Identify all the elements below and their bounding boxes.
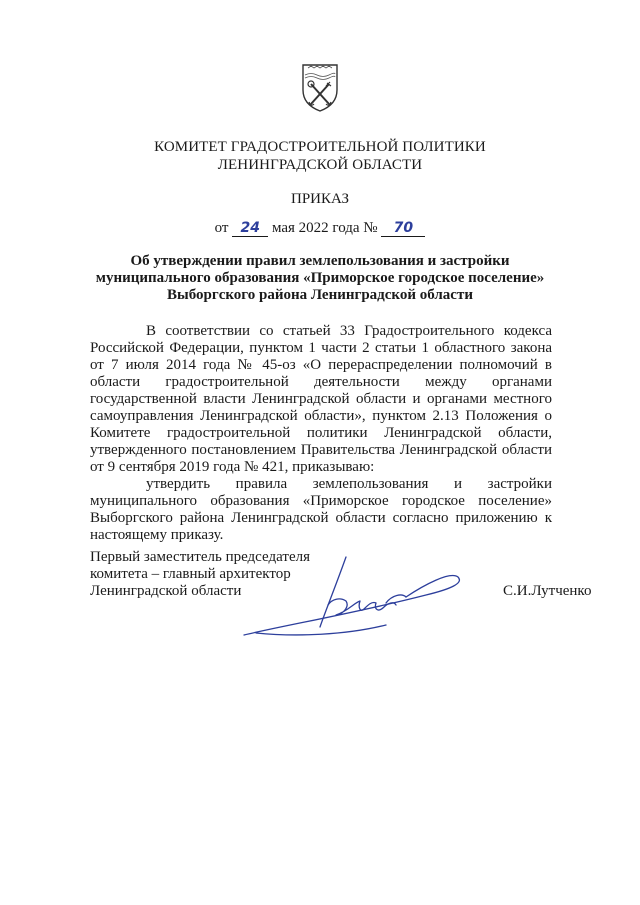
order-body [90, 323, 552, 544]
issuing-authority [0, 138, 640, 174]
date-middle: мая 2022 года № [271, 220, 378, 236]
signer-title-line3: Ленинградской области [90, 583, 242, 599]
subject-line1: Об утверждении правил землепользования и застройки [130, 253, 510, 269]
order-date-number-line [0, 218, 640, 238]
handwritten-day: 24 [232, 220, 268, 237]
legal-basis-paragraph: В соответствии со статьей 33 Градостроительного кодекса Российской Федерации, пунктом 1 части 2 статьи 1 областного закона от 7 июля 2014 года № 45-оз «О перераспределении полномочий в области градостроительной деятельности между органами государственной власти Ленинградской области и органами местного самоуправления Ленинградской области», пунктом 2.13 Положения о Комитете градостроительной политики Ленинградской области, утвержденного постановлением Правительства Ленинградской области от 9 сентября 2019 года № 421, приказываю: [90, 323, 552, 475]
handwritten-signature [236, 545, 476, 645]
order-subject-heading [70, 253, 570, 304]
signer-title-line2: комитета – главный архитектор [90, 566, 291, 582]
document-type: ПРИКАЗ [291, 191, 349, 207]
handwritten-order-number: 70 [381, 220, 425, 237]
leningrad-oblast-coat-of-arms-icon [300, 62, 340, 112]
order-directive-paragraph: утвердить правила землепользования и застройки муниципального образования «Приморское городское поселение» Выборгского района Ленинградской области согласно приложению к настоящему приказу. [90, 476, 552, 543]
subject-line3: Выборгского района Ленинградской области [167, 287, 473, 303]
org-name-line2: ЛЕНИНГРАДСКОЙ ОБЛАСТИ [217, 157, 423, 173]
date-prefix: от [214, 220, 229, 236]
org-name-line1: КОМИТЕТ ГРАДОСТРОИТЕЛЬНОЙ ПОЛИТИКИ [154, 139, 486, 155]
signer-title-line1: Первый заместитель председателя [90, 549, 310, 565]
subject-line2: муниципального образования «Приморское городское поселение» [95, 270, 545, 286]
signer-name: С.И.Лутченко [503, 583, 592, 599]
